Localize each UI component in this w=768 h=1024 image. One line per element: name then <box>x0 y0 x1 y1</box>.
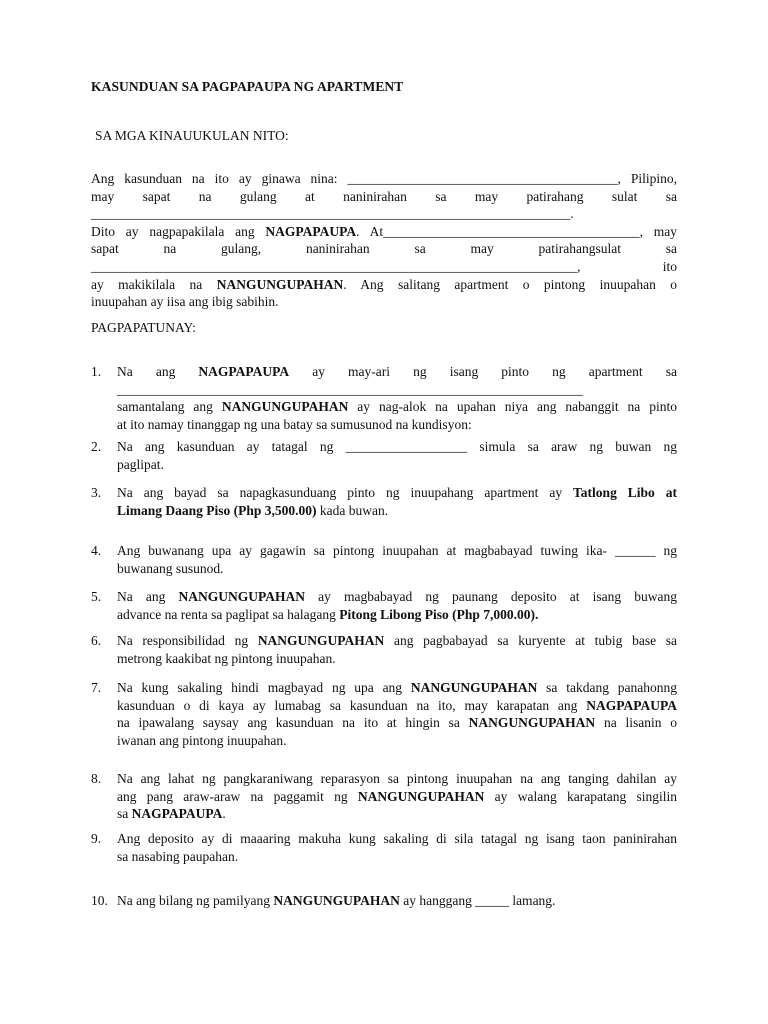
amount-bold: Limang Daang Piso (Php 3,500.00) <box>117 502 317 518</box>
item-text-run: ay magbabayad ng paunang deposito at isang buwang <box>305 589 678 604</box>
item-text-run: samantalang ang <box>117 399 222 415</box>
item-text <box>117 438 677 473</box>
intro-paragraph <box>91 170 677 311</box>
item-text-run: ang pang araw-araw na paggamit ng <box>117 788 358 804</box>
document-title: KASUNDUAN SA PAGPAPAUPA NG APARTMENT <box>91 79 404 94</box>
item-line <box>117 542 677 560</box>
intro-text: inuupahan ay iisa ang ibig sabihin. <box>91 294 279 310</box>
item-line <box>117 484 677 502</box>
item-line <box>117 679 677 697</box>
party-lessee: NANGUNGUPAHAN <box>178 589 306 604</box>
intro-text: ay makikilala na <box>91 276 217 292</box>
blank-line: _____________________________________________________________________ <box>117 381 583 397</box>
intro-text: Dito ay nagpapakilala ang <box>91 223 266 239</box>
item-text <box>117 830 677 865</box>
item-text <box>117 484 677 519</box>
item-line <box>117 848 677 866</box>
item-line <box>117 363 677 381</box>
item-line <box>117 456 677 474</box>
item-text-run: sa <box>117 806 132 822</box>
item-number: 3. <box>91 485 102 500</box>
item-text-run: ay nag-alok na upahan niya ang nabanggit na pinto <box>348 399 677 415</box>
item-text-run: Na ang <box>117 364 199 379</box>
item-number: 10. <box>91 893 108 908</box>
item-text-run: na ipawalang saysay ang kasunduan na ito at hingin sa <box>117 715 469 731</box>
item-line <box>117 770 677 788</box>
list-item <box>91 484 677 519</box>
party-lessee: NANGUNGUPAHAN <box>273 893 400 908</box>
item-text <box>117 363 677 433</box>
intro-line <box>91 293 677 311</box>
item-text <box>117 542 677 577</box>
salutation: SA MGA KINAUUKULAN NITO: <box>95 128 289 143</box>
item-text-run: Na ang bilang ng pamilyang <box>117 893 274 908</box>
intro-text: . Ang salitang apartment o pintong inuupahan o <box>343 276 677 292</box>
party-lessee: NANGUNGUPAHAN <box>221 399 349 415</box>
item-line <box>117 650 677 668</box>
item-text-run: Ang buwanang upa ay gagawin sa pintong inuupahan at magbabayad tuwing ika- ______ ng <box>117 543 677 558</box>
amount-bold: Tatlong Libo at <box>573 485 678 500</box>
intro-line <box>91 240 677 258</box>
item-line <box>117 588 677 606</box>
section-heading: PAGPAPATUNAY: <box>91 320 196 335</box>
list-item <box>91 363 677 433</box>
intro-text: sapat na gulang, naninirahan sa may patirahangsulat sa <box>91 241 677 257</box>
party-lessor: NAGPAPAUPA <box>198 364 290 379</box>
list-item <box>91 679 677 749</box>
item-text <box>117 892 677 910</box>
item-text-run: buwanang susunod. <box>117 560 224 576</box>
list-item <box>91 588 677 623</box>
item-text-run: ay may-ari ng isang pinto ng apartment sa <box>289 364 678 379</box>
item-line <box>117 416 677 434</box>
item-text-run: Na responsibilidad ng <box>117 633 258 648</box>
item-text-run: Na kung sakaling hindi magbayad ng upa ang <box>117 680 411 695</box>
item-number: 7. <box>91 680 102 695</box>
amount-bold: Pitong Libong Piso (Php 7,000.00). <box>339 606 539 622</box>
item-text-run: . <box>222 806 226 822</box>
item-line <box>117 892 677 910</box>
item-text <box>117 632 677 667</box>
item-line <box>117 398 677 416</box>
item-text-run: Ang deposito ay di maaaring makuha kung sakaling di sila tatagal ng isang taon paninirahan <box>117 831 677 846</box>
item-number: 8. <box>91 771 102 786</box>
party-lessee: NANGUNGUPAHAN <box>216 276 344 292</box>
item-text-run: Na ang <box>117 589 179 604</box>
item-text <box>117 679 677 749</box>
item-text-run: kasunduan o di kaya ay lumabag sa kasunduan na ito, may karapatan ang <box>117 697 587 713</box>
intro-line <box>91 223 677 241</box>
item-text-run: ay walang karapatang singilin <box>484 788 677 804</box>
party-lessee: NANGUNGUPAHAN <box>257 633 385 648</box>
item-line <box>117 502 677 520</box>
item-number: 9. <box>91 831 102 846</box>
item-line <box>117 381 677 399</box>
item-line <box>117 788 677 806</box>
intro-text: . At______________________________________, may <box>356 223 677 239</box>
item-line <box>117 606 677 624</box>
list-item <box>91 892 677 910</box>
item-number: 2. <box>91 439 102 454</box>
item-text-run: at ito namay tinanggap ng una batay sa sumusunod na kundisyon: <box>117 416 472 432</box>
item-number: 4. <box>91 543 102 558</box>
list-item <box>91 632 677 667</box>
list-item <box>91 830 677 865</box>
item-number: 6. <box>91 633 102 648</box>
item-line <box>117 632 677 650</box>
party-lessee: NANGUNGUPAHAN <box>410 680 538 695</box>
list-item <box>91 770 677 823</box>
item-line <box>117 732 677 750</box>
item-text-run: Na ang lahat ng pangkaraniwang reparasyon sa pintong inuupahan na ang tanging dahilan ay <box>117 771 677 786</box>
party-lessor: NAGPAPAUPA <box>131 806 223 822</box>
item-text-run: iwanan ang pintong inuupahan. <box>117 732 287 748</box>
item-line <box>117 697 677 715</box>
intro-line <box>91 170 677 188</box>
party-lessor: NAGPAPAUPA <box>586 697 677 713</box>
item-text-run: ang pagbabayad sa kuryente at tubig base sa <box>384 633 677 648</box>
item-text-run: sa nasabing paupahan. <box>117 848 239 864</box>
item-line <box>117 805 677 823</box>
item-text-run: na lisanin o <box>595 715 677 731</box>
item-text-run: paglipat. <box>117 456 164 472</box>
item-text-run: sa takdang panahonng <box>537 680 677 695</box>
intro-text: Ang kasunduan na ito ay ginawa nina: ________________________________________, Pilipino, <box>91 171 677 186</box>
item-line <box>117 560 677 578</box>
list-item <box>91 438 677 473</box>
item-text-run: kada buwan. <box>316 502 389 518</box>
list-item <box>91 542 677 577</box>
intro-line <box>91 258 677 276</box>
item-number: 1. <box>91 364 102 379</box>
item-text-run: metrong kaakibat ng pintong inuupahan. <box>117 650 336 666</box>
intro-text: _______________________________________________________________________. <box>91 206 574 222</box>
party-lessor: NAGPAPAUPA <box>265 223 357 239</box>
item-text <box>117 588 677 623</box>
party-lessee: NANGUNGUPAHAN <box>357 788 485 804</box>
item-text-run: advance na renta sa paglipat sa halagang <box>117 606 340 622</box>
intro-text: ________________________________________________________________________, ito <box>91 258 677 274</box>
item-text-run: Na ang kasunduan ay tatagal ng __________________ simula sa araw ng buwan ng <box>117 439 677 454</box>
item-text-run: ay hanggang _____ lamang. <box>399 893 556 908</box>
intro-line <box>91 276 677 294</box>
item-line <box>117 438 677 456</box>
item-number: 5. <box>91 589 102 604</box>
intro-text: may sapat na gulang at naninirahan sa may patirahang sulat sa <box>91 188 677 204</box>
intro-line <box>91 188 677 206</box>
party-lessee: NANGUNGUPAHAN <box>468 715 596 731</box>
item-line <box>117 830 677 848</box>
intro-line <box>91 205 677 223</box>
item-text <box>117 770 677 823</box>
item-line <box>117 714 677 732</box>
item-text-run: Na ang bayad sa napagkasunduang pinto ng inuupahang apartment ay <box>117 485 574 500</box>
